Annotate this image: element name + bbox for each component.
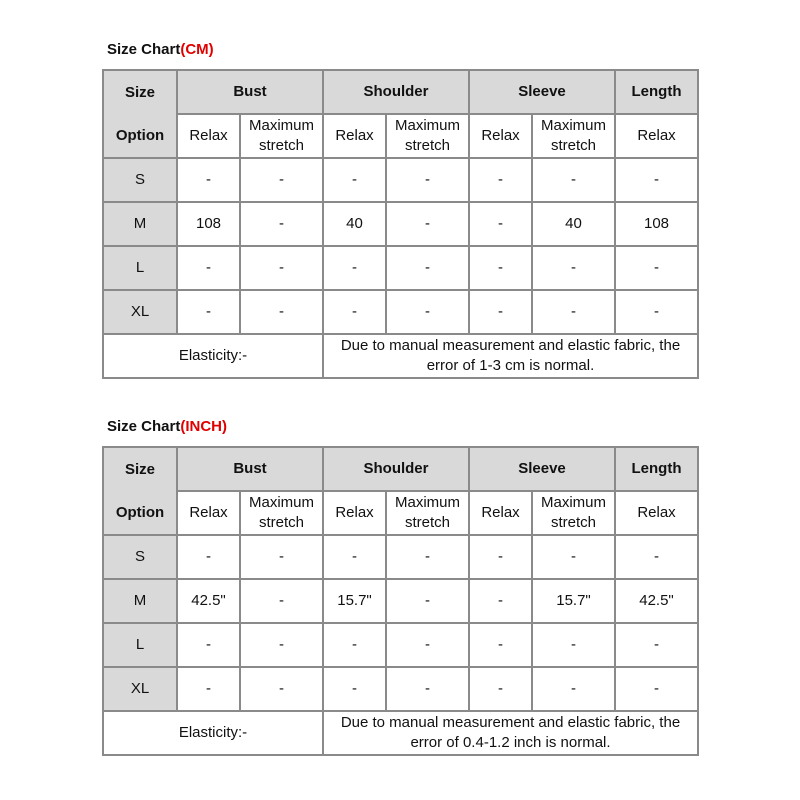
- elasticity-label: Elasticity:-: [103, 334, 323, 378]
- shoulder-max-stretch-header: [386, 491, 469, 535]
- shoulder-header: Shoulder: [323, 70, 469, 114]
- cell: -: [323, 623, 386, 667]
- size-table-cm: [102, 69, 699, 379]
- cell: 40: [532, 202, 615, 246]
- shoulder-header: Shoulder: [323, 447, 469, 491]
- cell: -: [240, 202, 323, 246]
- cell: -: [240, 290, 323, 334]
- cell: -: [469, 246, 532, 290]
- table-row: [103, 290, 698, 334]
- chart-title-text: Size Chart: [107, 418, 181, 435]
- stretch-label: stretch: [404, 514, 450, 531]
- sleeve-relax-header: Relax: [469, 114, 532, 158]
- size-label: L: [103, 246, 177, 290]
- cell: -: [323, 667, 386, 711]
- cell: -: [615, 158, 698, 202]
- chart-unit: (INCH): [180, 418, 228, 435]
- size-header: Size: [103, 447, 177, 491]
- measurement-note: Due to manual measurement and elastic fabric, the error of 1-3 cm is normal.: [323, 334, 698, 378]
- cell: -: [240, 158, 323, 202]
- sleeve-relax-header: Relax: [469, 491, 532, 535]
- cell: -: [323, 535, 386, 579]
- chart-title-text: Size Chart: [107, 41, 181, 58]
- bust-max-stretch-header: [240, 491, 323, 535]
- max-label: Maximum: [540, 494, 606, 511]
- table-row: [103, 667, 698, 711]
- cell: 42.5": [615, 579, 698, 623]
- table-row: [103, 623, 698, 667]
- stretch-label: stretch: [258, 137, 304, 154]
- cell: -: [386, 202, 469, 246]
- cell: -: [386, 535, 469, 579]
- shoulder-max-stretch-header: [386, 114, 469, 158]
- cell: -: [386, 579, 469, 623]
- sleeve-header: Sleeve: [469, 70, 615, 114]
- cell: -: [469, 579, 532, 623]
- sleeve-max-stretch-header: [532, 491, 615, 535]
- cell: -: [615, 623, 698, 667]
- size-label: S: [103, 535, 177, 579]
- bust-header: Bust: [177, 447, 323, 491]
- cell: -: [532, 290, 615, 334]
- cell: -: [240, 535, 323, 579]
- size-label: XL: [103, 667, 177, 711]
- cell: -: [469, 202, 532, 246]
- length-header: Length: [615, 70, 698, 114]
- stretch-label: stretch: [550, 514, 596, 531]
- sleeve-header: Sleeve: [469, 447, 615, 491]
- cell: -: [386, 290, 469, 334]
- table-row: [103, 579, 698, 623]
- size-label: S: [103, 158, 177, 202]
- cell: -: [386, 667, 469, 711]
- size-table-inch: [102, 446, 699, 756]
- cell: -: [615, 246, 698, 290]
- cell: 15.7": [532, 579, 615, 623]
- max-label: Maximum: [394, 117, 460, 134]
- option-header: Option: [103, 114, 177, 158]
- cell: -: [177, 667, 240, 711]
- cell: -: [615, 290, 698, 334]
- stretch-label: stretch: [550, 137, 596, 154]
- stretch-label: stretch: [258, 514, 304, 531]
- cell: -: [323, 158, 386, 202]
- table-row: [103, 535, 698, 579]
- length-relax-header: Relax: [615, 114, 698, 158]
- chart-unit: (CM): [180, 41, 214, 58]
- cell: 108: [177, 202, 240, 246]
- cell: -: [240, 667, 323, 711]
- cell: -: [532, 535, 615, 579]
- size-label: XL: [103, 290, 177, 334]
- table-row: [103, 202, 698, 246]
- cell: 15.7": [323, 579, 386, 623]
- max-label: Maximum: [248, 117, 314, 134]
- size-header: Size: [103, 70, 177, 114]
- size-chart-cm-title: [107, 41, 214, 58]
- option-header: Option: [103, 491, 177, 535]
- measurement-note: Due to manual measurement and elastic fabric, the error of 0.4-1.2 inch is normal.: [323, 711, 698, 755]
- cell: 40: [323, 202, 386, 246]
- cell: -: [532, 246, 615, 290]
- cell: -: [532, 623, 615, 667]
- cell: -: [469, 290, 532, 334]
- cell: -: [323, 246, 386, 290]
- cell: -: [386, 246, 469, 290]
- cell: -: [177, 535, 240, 579]
- cell: -: [532, 667, 615, 711]
- size-label: M: [103, 579, 177, 623]
- cell: -: [323, 290, 386, 334]
- size-label: L: [103, 623, 177, 667]
- cell: -: [240, 246, 323, 290]
- cell: -: [177, 246, 240, 290]
- sleeve-max-stretch-header: [532, 114, 615, 158]
- cell: -: [386, 158, 469, 202]
- cell: 108: [615, 202, 698, 246]
- cell: -: [469, 623, 532, 667]
- max-label: Maximum: [248, 494, 314, 511]
- table-row: [103, 158, 698, 202]
- shoulder-relax-header: Relax: [323, 114, 386, 158]
- size-label: M: [103, 202, 177, 246]
- cell: -: [240, 579, 323, 623]
- cell: -: [469, 158, 532, 202]
- cell: -: [469, 667, 532, 711]
- cell: -: [177, 623, 240, 667]
- shoulder-relax-header: Relax: [323, 491, 386, 535]
- length-header: Length: [615, 447, 698, 491]
- cell: -: [615, 535, 698, 579]
- bust-header: Bust: [177, 70, 323, 114]
- cell: -: [469, 535, 532, 579]
- cell: -: [386, 623, 469, 667]
- cell: -: [177, 158, 240, 202]
- table-row: [103, 246, 698, 290]
- max-label: Maximum: [394, 494, 460, 511]
- size-chart-inch-title: [107, 418, 227, 435]
- elasticity-label: Elasticity:-: [103, 711, 323, 755]
- max-label: Maximum: [540, 117, 606, 134]
- bust-relax-header: Relax: [177, 114, 240, 158]
- length-relax-header: Relax: [615, 491, 698, 535]
- cell: 42.5": [177, 579, 240, 623]
- cell: -: [177, 290, 240, 334]
- cell: -: [240, 623, 323, 667]
- cell: -: [532, 158, 615, 202]
- cell: -: [615, 667, 698, 711]
- bust-relax-header: Relax: [177, 491, 240, 535]
- stretch-label: stretch: [404, 137, 450, 154]
- bust-max-stretch-header: [240, 114, 323, 158]
